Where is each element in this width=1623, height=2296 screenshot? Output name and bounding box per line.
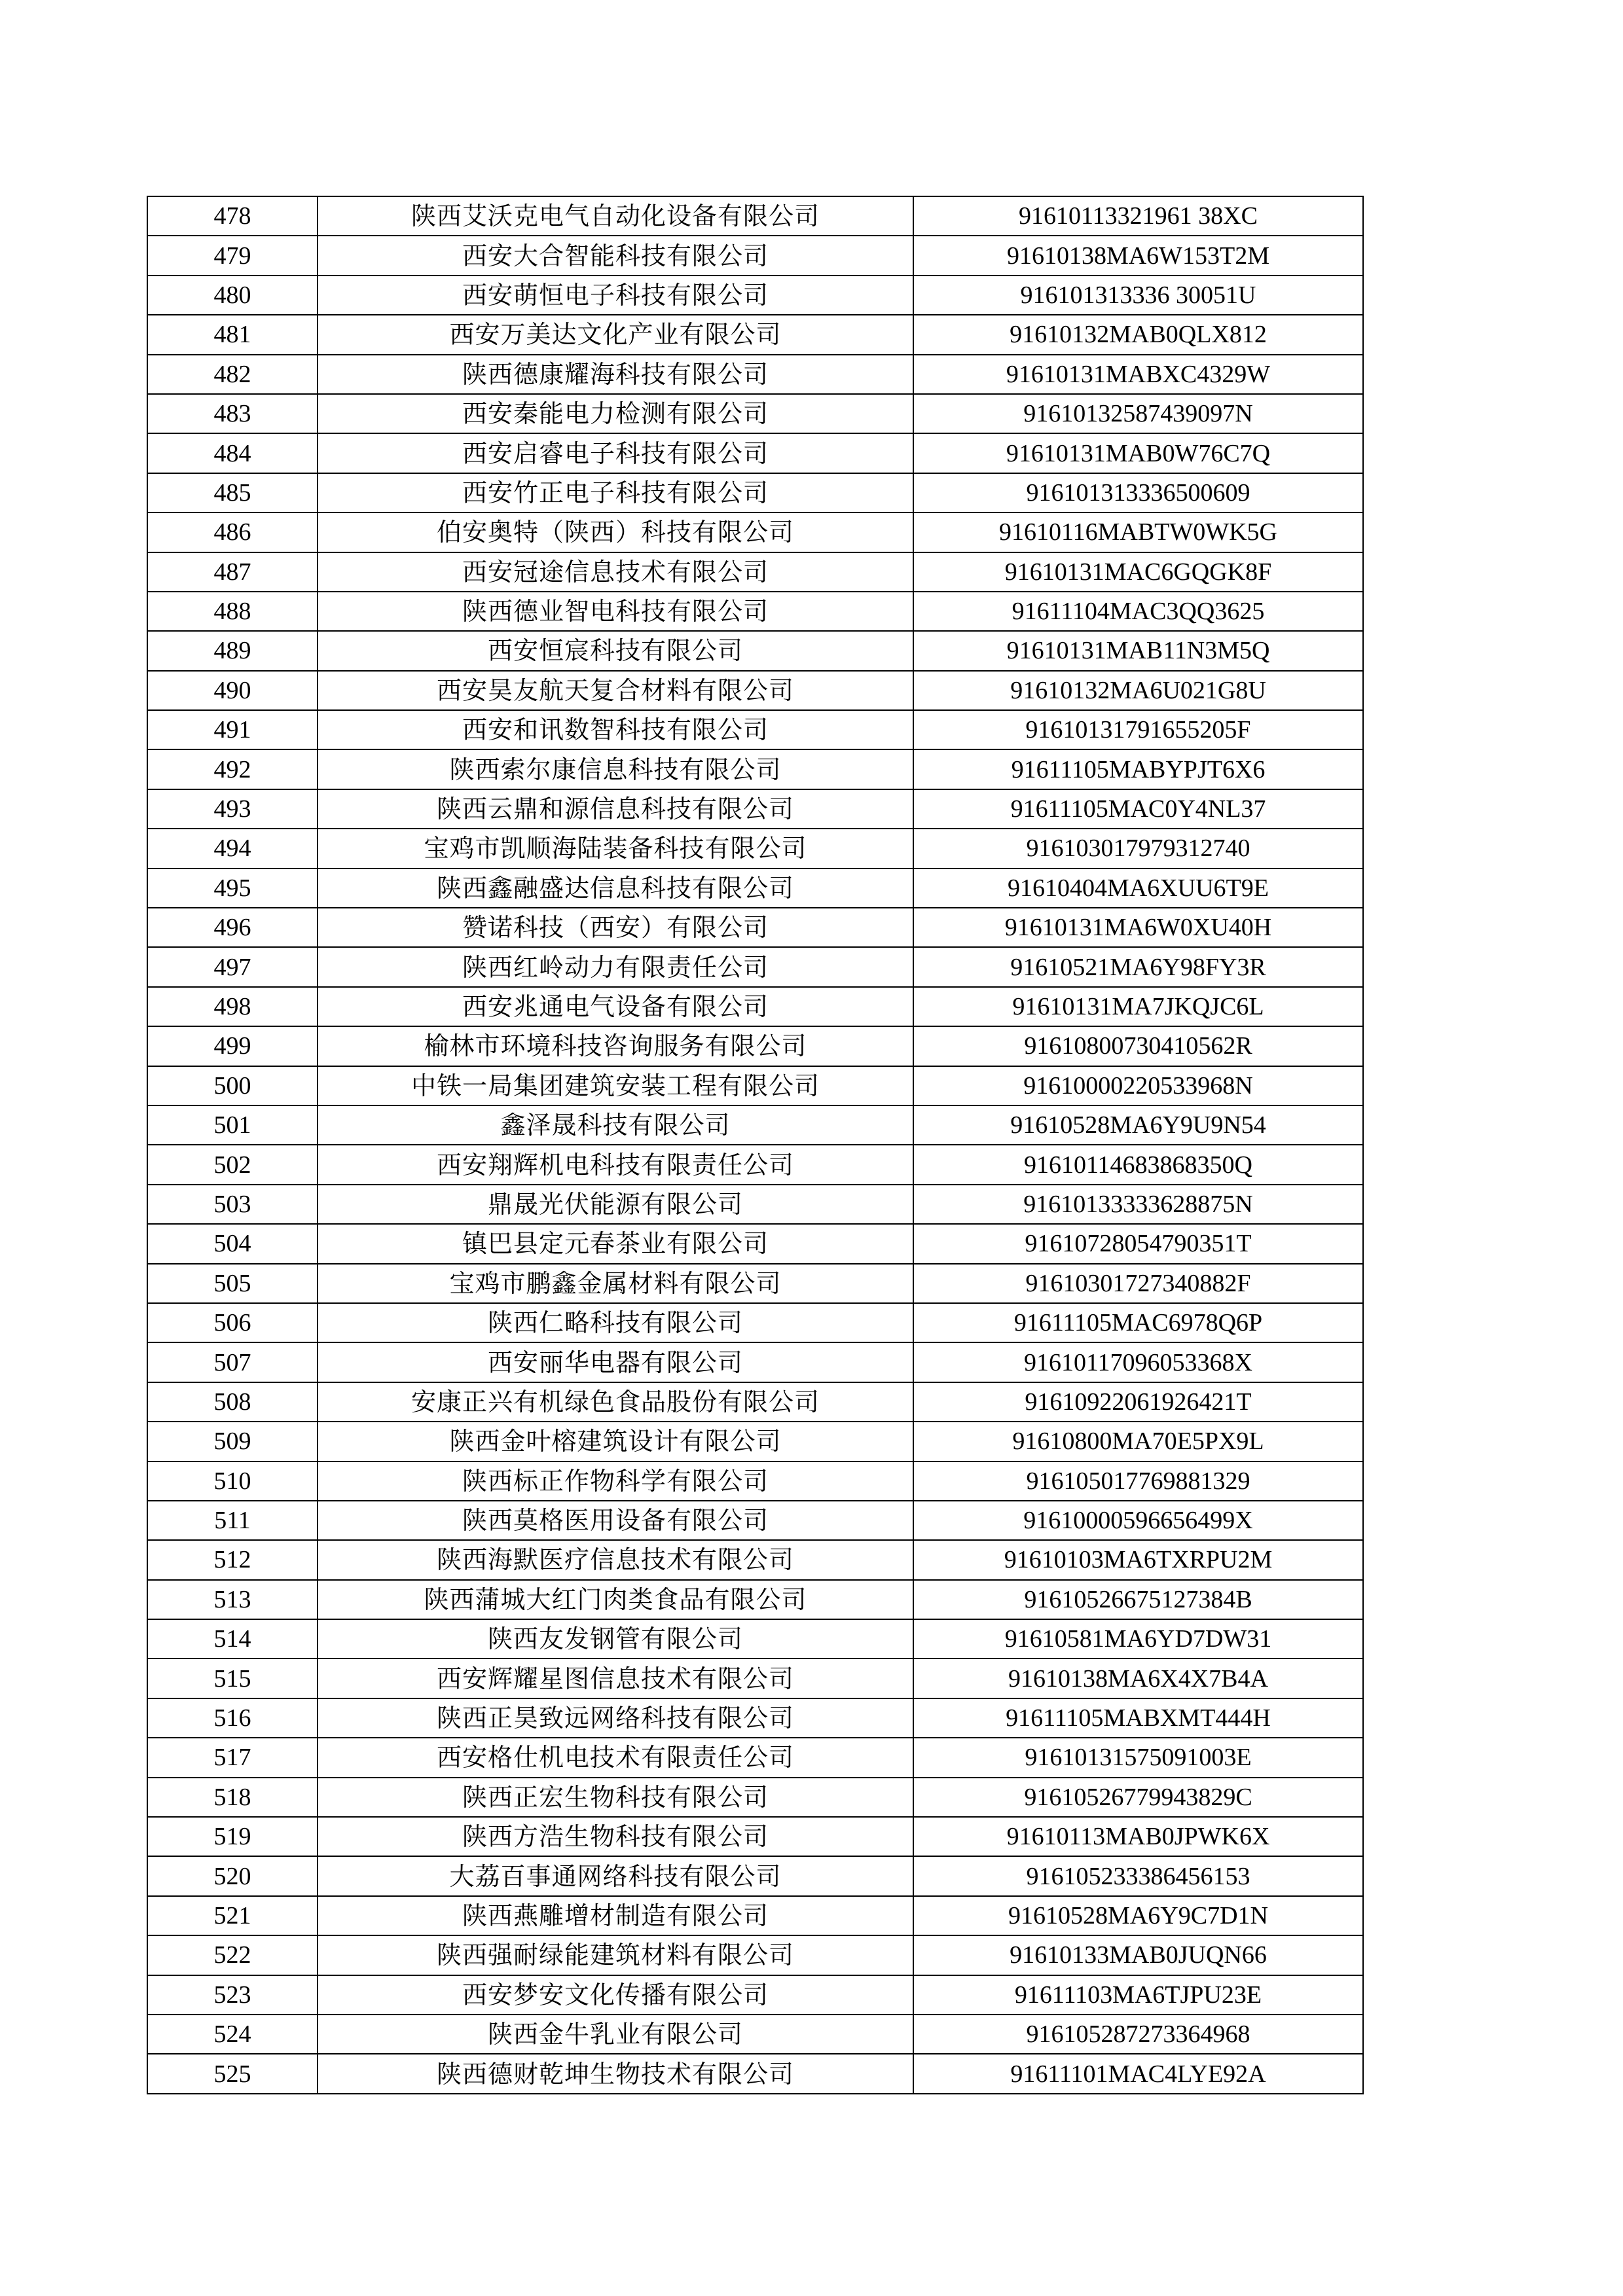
row-number-cell: 512 <box>147 1540 318 1579</box>
company-name-cell: 西安大合智能科技有限公司 <box>318 236 913 275</box>
credit-code-cell: 91610131MA6W0XU40H <box>913 908 1363 947</box>
company-name-cell: 西安和讯数智科技有限公司 <box>318 710 913 749</box>
credit-code-cell: 91610133MAB0JUQN66 <box>913 1935 1363 1975</box>
credit-code-cell: 91610528MA6Y9C7D1N <box>913 1896 1363 1935</box>
company-name-cell: 西安梦安文化传播有限公司 <box>318 1975 913 2015</box>
credit-code-cell: 916101313336500609 <box>913 473 1363 512</box>
credit-code-cell: 91610000596656499X <box>913 1501 1363 1540</box>
company-name-cell: 伯安奥特（陕西）科技有限公司 <box>318 512 913 552</box>
table-row <box>147 552 1363 592</box>
company-name-cell: 西安翔辉机电科技有限责任公司 <box>318 1145 913 1184</box>
row-number-cell: 493 <box>147 789 318 829</box>
row-number-cell: 488 <box>147 592 318 631</box>
table-row <box>147 1659 1363 1698</box>
credit-code-cell: 91610922061926421T <box>913 1382 1363 1422</box>
row-number-cell: 479 <box>147 236 318 275</box>
row-number-cell: 505 <box>147 1264 318 1303</box>
table-row <box>147 1264 1363 1303</box>
row-number-cell: 519 <box>147 1817 318 1856</box>
credit-code-cell: 91611101MAC4LYE92A <box>913 2054 1363 2093</box>
credit-code-cell: 91610116MABTW0WK5G <box>913 512 1363 552</box>
row-number-cell: 521 <box>147 1896 318 1935</box>
table-row <box>147 1105 1363 1145</box>
credit-code-cell: 91610138MA6W153T2M <box>913 236 1363 275</box>
credit-code-cell: 91610581MA6YD7DW31 <box>913 1619 1363 1659</box>
credit-code-cell: 91610132587439097N <box>913 394 1363 433</box>
table-row <box>147 631 1363 670</box>
company-name-cell: 镇巴县定元春茶业有限公司 <box>318 1224 913 1263</box>
row-number-cell: 494 <box>147 829 318 868</box>
credit-code-cell: 91610131575091003E <box>913 1738 1363 1777</box>
row-number-cell: 484 <box>147 433 318 473</box>
credit-code-cell: 91610131MA7JKQJC6L <box>913 987 1363 1026</box>
registry-table-body <box>147 196 1363 2094</box>
company-name-cell: 陕西索尔康信息科技有限公司 <box>318 749 913 789</box>
table-row <box>147 433 1363 473</box>
row-number-cell: 522 <box>147 1935 318 1975</box>
credit-code-cell: 91610131MABXC4329W <box>913 355 1363 394</box>
company-name-cell: 陕西方浩生物科技有限公司 <box>318 1817 913 1856</box>
row-number-cell: 523 <box>147 1975 318 2015</box>
row-number-cell: 507 <box>147 1342 318 1382</box>
credit-code-cell: 91611105MAC6978Q6P <box>913 1303 1363 1342</box>
credit-code-cell: 91610131MAB11N3M5Q <box>913 631 1363 670</box>
credit-code-cell: 91610800MA70E5PX9L <box>913 1422 1363 1461</box>
table-row <box>147 869 1363 908</box>
row-number-cell: 501 <box>147 1105 318 1145</box>
row-number-cell: 490 <box>147 671 318 710</box>
table-row <box>147 315 1363 354</box>
company-name-cell: 西安竹正电子科技有限公司 <box>318 473 913 512</box>
table-row <box>147 749 1363 789</box>
table-row <box>147 1738 1363 1777</box>
table-row <box>147 1224 1363 1263</box>
company-name-cell: 陕西鑫融盛达信息科技有限公司 <box>318 869 913 908</box>
company-name-cell: 陕西莫格医用设备有限公司 <box>318 1501 913 1540</box>
row-number-cell: 482 <box>147 355 318 394</box>
credit-code-cell: 91610728054790351T <box>913 1224 1363 1263</box>
row-number-cell: 525 <box>147 2054 318 2093</box>
credit-code-cell: 916105017769881329 <box>913 1462 1363 1501</box>
row-number-cell: 486 <box>147 512 318 552</box>
row-number-cell: 504 <box>147 1224 318 1263</box>
credit-code-cell: 91610404MA6XUU6T9E <box>913 869 1363 908</box>
table-row <box>147 196 1363 236</box>
company-name-cell: 西安秦能电力检测有限公司 <box>318 394 913 433</box>
credit-code-cell: 91611105MAC0Y4NL37 <box>913 789 1363 829</box>
table-row <box>147 1185 1363 1224</box>
row-number-cell: 487 <box>147 552 318 592</box>
company-name-cell: 陕西德康耀海科技有限公司 <box>318 355 913 394</box>
table-row <box>147 2015 1363 2054</box>
company-name-cell: 陕西金牛乳业有限公司 <box>318 2015 913 2054</box>
credit-code-cell: 91610133333628875N <box>913 1185 1363 1224</box>
row-number-cell: 524 <box>147 2015 318 2054</box>
credit-code-cell: 91610526779943829C <box>913 1778 1363 1817</box>
credit-code-cell: 91610132MA6U021G8U <box>913 671 1363 710</box>
company-name-cell: 宝鸡市凯顺海陆装备科技有限公司 <box>318 829 913 868</box>
company-name-cell: 西安恒宸科技有限公司 <box>318 631 913 670</box>
row-number-cell: 495 <box>147 869 318 908</box>
row-number-cell: 500 <box>147 1066 318 1105</box>
table-row <box>147 1026 1363 1066</box>
row-number-cell: 491 <box>147 710 318 749</box>
credit-code-cell: 91610114683868350Q <box>913 1145 1363 1184</box>
credit-code-cell: 91610113321961 38XC <box>913 196 1363 236</box>
row-number-cell: 503 <box>147 1185 318 1224</box>
company-name-cell: 西安冠途信息技术有限公司 <box>318 552 913 592</box>
table-row <box>147 1698 1363 1738</box>
company-name-cell: 陕西海默医疗信息技术有限公司 <box>318 1540 913 1579</box>
row-number-cell: 499 <box>147 1026 318 1066</box>
table-row <box>147 1501 1363 1540</box>
row-number-cell: 492 <box>147 749 318 789</box>
row-number-cell: 496 <box>147 908 318 947</box>
row-number-cell: 511 <box>147 1501 318 1540</box>
table-row <box>147 394 1363 433</box>
company-name-cell: 西安昊友航天复合材料有限公司 <box>318 671 913 710</box>
table-row <box>147 355 1363 394</box>
credit-code-cell: 91610528MA6Y9U9N54 <box>913 1105 1363 1145</box>
table-row <box>147 987 1363 1026</box>
table-row <box>147 908 1363 947</box>
company-name-cell: 陕西德财乾坤生物技术有限公司 <box>318 2054 913 2093</box>
row-number-cell: 481 <box>147 315 318 354</box>
table-row <box>147 1580 1363 1619</box>
credit-code-cell: 916105287273364968 <box>913 2015 1363 2054</box>
company-name-cell: 陕西强耐绿能建筑材料有限公司 <box>318 1935 913 1975</box>
company-name-cell: 陕西艾沃克电气自动化设备有限公司 <box>318 196 913 236</box>
company-registry-sheet <box>147 196 1362 2094</box>
table-row <box>147 1382 1363 1422</box>
table-row <box>147 236 1363 275</box>
table-row <box>147 947 1363 986</box>
credit-code-cell: 91610800730410562R <box>913 1026 1363 1066</box>
table-row <box>147 1342 1363 1382</box>
row-number-cell: 514 <box>147 1619 318 1659</box>
company-name-cell: 西安万美达文化产业有限公司 <box>318 315 913 354</box>
table-row <box>147 276 1363 315</box>
credit-code-cell: 91610103MA6TXRPU2M <box>913 1540 1363 1579</box>
company-name-cell: 陕西德业智电科技有限公司 <box>318 592 913 631</box>
row-number-cell: 518 <box>147 1778 318 1817</box>
credit-code-cell: 916101313336 30051U <box>913 276 1363 315</box>
company-name-cell: 西安丽华电器有限公司 <box>318 1342 913 1382</box>
row-number-cell: 516 <box>147 1698 318 1738</box>
row-number-cell: 498 <box>147 987 318 1026</box>
table-row <box>147 1462 1363 1501</box>
company-name-cell: 宝鸡市鹏鑫金属材料有限公司 <box>318 1264 913 1303</box>
credit-code-cell: 916105233386456153 <box>913 1856 1363 1895</box>
company-name-cell: 西安辉耀星图信息技术有限公司 <box>318 1659 913 1698</box>
table-row <box>147 1145 1363 1184</box>
company-name-cell: 榆林市环境科技咨询服务有限公司 <box>318 1026 913 1066</box>
row-number-cell: 489 <box>147 631 318 670</box>
row-number-cell: 517 <box>147 1738 318 1777</box>
row-number-cell: 483 <box>147 394 318 433</box>
company-name-cell: 陕西金叶榕建筑设计有限公司 <box>318 1422 913 1461</box>
company-name-cell: 陕西仁略科技有限公司 <box>318 1303 913 1342</box>
company-name-cell: 西安格仕机电技术有限责任公司 <box>318 1738 913 1777</box>
table-row <box>147 512 1363 552</box>
table-row <box>147 710 1363 749</box>
table-row <box>147 1896 1363 1935</box>
table-row <box>147 1778 1363 1817</box>
credit-code-cell: 91610113MAB0JPWK6X <box>913 1817 1363 1856</box>
row-number-cell: 520 <box>147 1856 318 1895</box>
credit-code-cell: 91610131791655205F <box>913 710 1363 749</box>
company-name-cell: 陕西正宏生物科技有限公司 <box>318 1778 913 1817</box>
table-row <box>147 1540 1363 1579</box>
row-number-cell: 515 <box>147 1659 318 1698</box>
row-number-cell: 485 <box>147 473 318 512</box>
table-row <box>147 1817 1363 1856</box>
row-number-cell: 508 <box>147 1382 318 1422</box>
company-name-cell: 陕西友发钢管有限公司 <box>318 1619 913 1659</box>
row-number-cell: 509 <box>147 1422 318 1461</box>
row-number-cell: 478 <box>147 196 318 236</box>
company-registry-table <box>147 196 1364 2094</box>
credit-code-cell: 91611103MA6TJPU23E <box>913 1975 1363 2015</box>
row-number-cell: 502 <box>147 1145 318 1184</box>
credit-code-cell: 91611105MABYPJT6X6 <box>913 749 1363 789</box>
row-number-cell: 506 <box>147 1303 318 1342</box>
company-name-cell: 陕西正昊致远网络科技有限公司 <box>318 1698 913 1738</box>
row-number-cell: 480 <box>147 276 318 315</box>
company-name-cell: 鑫泽晟科技有限公司 <box>318 1105 913 1145</box>
table-row <box>147 2054 1363 2093</box>
table-row <box>147 592 1363 631</box>
credit-code-cell: 91610301727340882F <box>913 1264 1363 1303</box>
credit-code-cell: 91610132MAB0QLX812 <box>913 315 1363 354</box>
credit-code-cell: 91611105MABXMT444H <box>913 1698 1363 1738</box>
credit-code-cell: 91610521MA6Y98FY3R <box>913 947 1363 986</box>
company-name-cell: 鼎晟光伏能源有限公司 <box>318 1185 913 1224</box>
table-row <box>147 671 1363 710</box>
company-name-cell: 中铁一局集团建筑安装工程有限公司 <box>318 1066 913 1105</box>
company-name-cell: 大荔百事通网络科技有限公司 <box>318 1856 913 1895</box>
credit-code-cell: 91610131MAC6GQGK8F <box>913 552 1363 592</box>
company-name-cell: 陕西云鼎和源信息科技有限公司 <box>318 789 913 829</box>
company-name-cell: 陕西红岭动力有限责任公司 <box>318 947 913 986</box>
row-number-cell: 513 <box>147 1580 318 1619</box>
credit-code-cell: 91610000220533968N <box>913 1066 1363 1105</box>
credit-code-cell: 91611104MAC3QQ3625 <box>913 592 1363 631</box>
company-name-cell: 陕西燕雕增材制造有限公司 <box>318 1896 913 1935</box>
row-number-cell: 497 <box>147 947 318 986</box>
company-name-cell: 西安启睿电子科技有限公司 <box>318 433 913 473</box>
table-row <box>147 1066 1363 1105</box>
company-name-cell: 西安萌恒电子科技有限公司 <box>318 276 913 315</box>
credit-code-cell: 91610138MA6X4X7B4A <box>913 1659 1363 1698</box>
credit-code-cell: 91610526675127384B <box>913 1580 1363 1619</box>
table-row <box>147 1935 1363 1975</box>
company-name-cell: 西安兆通电气设备有限公司 <box>318 987 913 1026</box>
table-row <box>147 1856 1363 1895</box>
table-row <box>147 1975 1363 2015</box>
table-row <box>147 1422 1363 1461</box>
company-name-cell: 赞诺科技（西安）有限公司 <box>318 908 913 947</box>
credit-code-cell: 91610131MAB0W76C7Q <box>913 433 1363 473</box>
credit-code-cell: 91610117096053368X <box>913 1342 1363 1382</box>
company-name-cell: 陕西蒲城大红门肉类食品有限公司 <box>318 1580 913 1619</box>
row-number-cell: 510 <box>147 1462 318 1501</box>
credit-code-cell: 916103017979312740 <box>913 829 1363 868</box>
table-row <box>147 473 1363 512</box>
table-row <box>147 1619 1363 1659</box>
table-row <box>147 789 1363 829</box>
company-name-cell: 陕西标正作物科学有限公司 <box>318 1462 913 1501</box>
table-row <box>147 829 1363 868</box>
company-name-cell: 安康正兴有机绿色食品股份有限公司 <box>318 1382 913 1422</box>
table-row <box>147 1303 1363 1342</box>
